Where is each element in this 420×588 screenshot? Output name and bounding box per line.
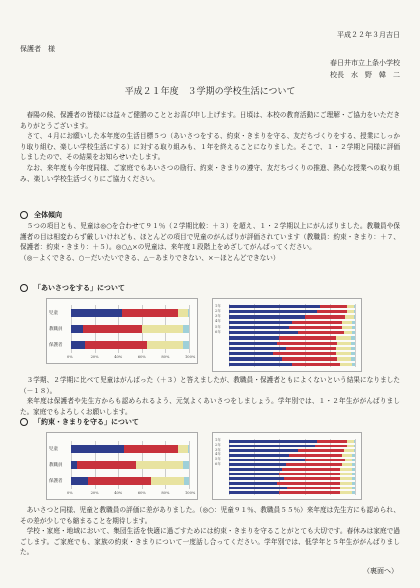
bar-segment [77, 461, 136, 470]
bar-segment [282, 468, 340, 471]
category-label: 保護者 [49, 479, 63, 484]
bar-segment [292, 321, 342, 324]
section3-body: あいさつと同様、児童と教職員の評価に差がありました。（◎○：児童９１％、教職員５５％）来年度は先生方にも認められ、その差が少しでも縮まることを期待します。 [20, 506, 400, 525]
bar-segment [352, 468, 355, 471]
category-label: 教職員 [49, 327, 63, 332]
bar-segment [336, 352, 351, 355]
bar-segment [71, 341, 85, 350]
x-tick-label: 20% [90, 355, 99, 359]
bar-segment [71, 445, 124, 454]
bar-segment [183, 461, 189, 470]
intro-paragraph-2: さて、４月にお願いした本年度の生活目標５つ（あいさつをする、約束・きまりを守る、友だちづくりをする、授業にしっかり取り組む、楽しい学校生活にする）に対する取り組みも、１年を終えることになりました。そこで、１・２学期と同様に評価しましたので、その結果をお知らせいたします。 [20, 132, 400, 162]
section2-heading [20, 283, 125, 293]
bar-segment [142, 325, 183, 334]
section1-heading [20, 210, 62, 220]
bar-segment [229, 459, 305, 462]
x-tick-label: 40% [114, 355, 123, 359]
circle-bullet-icon [20, 211, 28, 219]
bar-row [229, 310, 355, 313]
category-label: 4年 [215, 319, 221, 324]
bar-segment [188, 309, 189, 318]
section3-heading [20, 417, 139, 427]
category-label: 5年 [215, 324, 221, 329]
bar-segment [136, 461, 183, 470]
bar-row [229, 477, 355, 480]
bar-segment [229, 445, 315, 448]
gridline [189, 305, 190, 353]
circle-bullet-icon [20, 284, 28, 292]
category-label: 3年 [215, 314, 221, 319]
bar-segment [184, 477, 189, 486]
bar-segment [279, 473, 339, 476]
x-tick-label: 20% [90, 491, 99, 495]
bar-segment [352, 482, 355, 485]
bar-segment [183, 325, 189, 334]
bar-row [229, 347, 355, 350]
bar-segment [340, 363, 353, 366]
bar-segment [229, 473, 279, 476]
bar-segment [229, 336, 279, 339]
bar-segment [178, 309, 187, 318]
bar-segment [340, 477, 353, 480]
bar-segment [122, 309, 179, 318]
section2-body-2: 来年度は保護者や先生方からも認められるよう、元気よくあいさつをしましょう。学年別では、１・２年生ががんばりました。家庭でもよろしくお願いします。 [20, 397, 400, 416]
bar-segment [277, 482, 340, 485]
section1-block [20, 221, 400, 263]
bar-row [229, 305, 355, 308]
bar-segment [273, 352, 336, 355]
page-title: 平成２１年度 ３学期の学校生活について [124, 87, 296, 97]
bar-segment [229, 357, 282, 360]
bar-segment [340, 487, 353, 490]
bar-segment [340, 468, 353, 471]
bar-segment [279, 491, 339, 494]
bar-segment [342, 463, 352, 466]
date: 平成２２年３月吉日 [337, 31, 400, 39]
principal-name: 校長 水 野 韓 二 [330, 71, 400, 79]
bar-segment [337, 342, 351, 345]
bar-segment [354, 315, 355, 318]
bar-segment [147, 341, 184, 350]
bar-segment [124, 445, 178, 454]
bar-segment [286, 347, 336, 350]
bar-segment [354, 445, 355, 448]
x-tick-label: 60% [137, 491, 146, 495]
bar-segment [351, 357, 355, 360]
bar-segment [352, 321, 355, 324]
bar-segment [284, 477, 339, 480]
bar-segment [229, 310, 317, 313]
bar-segment [337, 357, 351, 360]
bar-segment [344, 449, 354, 452]
bar-segment [289, 454, 342, 457]
bar-row [229, 468, 355, 471]
intro-paragraph-3: なお、来年度も今年度同様、ご家庭でもあいさつの励行、約束・きまりの遵守、友だちづくりの推進、熱心な授業への取り組み、楽しい学校生活づくりにご協力ください。 [20, 163, 400, 183]
circle-bullet-icon [20, 418, 28, 426]
bar-segment [352, 491, 355, 494]
yakusoku-overall-chart [46, 432, 198, 500]
bar-row [71, 309, 189, 318]
bar-row [229, 357, 355, 360]
bar-segment [351, 336, 355, 339]
bar-segment [83, 325, 142, 334]
bar-segment [352, 326, 355, 329]
category-label: 教職員 [49, 463, 63, 468]
bar-segment [229, 463, 286, 466]
bar-segment [229, 347, 286, 350]
bar-segment [298, 449, 343, 452]
bar-segment [229, 321, 292, 324]
bar-segment [287, 487, 340, 490]
bar-row [229, 331, 355, 334]
bar-segment [292, 363, 340, 366]
school-name: 春日井市立上条小学校 [330, 59, 400, 67]
bar-segment [317, 310, 347, 313]
category-label: 5年 [215, 457, 221, 461]
bar-segment [354, 305, 355, 308]
bar-segment [342, 454, 352, 457]
bar-segment [178, 445, 187, 454]
bar-row [229, 440, 355, 443]
category-label: 4年 [215, 452, 221, 457]
x-tick-label: 0% [67, 491, 73, 495]
bar-segment [345, 315, 354, 318]
section2-block [20, 375, 400, 417]
bar-segment [340, 473, 353, 476]
aisatsu-overall-chart [46, 298, 198, 364]
bar-segment [71, 309, 122, 318]
bar-row [71, 461, 189, 470]
bar-row [229, 352, 355, 355]
bar-row [229, 449, 355, 452]
bar-segment [88, 477, 152, 486]
section3-body-2: 学校・家庭・地域において、集団生活を快適に過ごすためには約束・きまりを守ることがとても大切です。春休みは家庭で過ごします。ご家庭でも、家族の約束・きまりについて一度話し合ってください。学年別では、低学年と５年生ががんばりました。 [20, 527, 400, 557]
bar-segment [279, 336, 336, 339]
bar-row [71, 445, 189, 454]
bar-segment [286, 463, 343, 466]
x-tick-label: 80% [161, 491, 170, 495]
bar-row [229, 482, 355, 485]
bar-segment [277, 342, 337, 345]
bar-segment [342, 321, 352, 324]
bar-segment [229, 352, 273, 355]
section1-heading-text: 全体傾向 [34, 210, 62, 219]
continued-note: （裏面へ） [363, 567, 398, 575]
section2-body: ３学期、２学期に比べて児童はがんばった（＋３）と答えましたが、教職員・保護者ともによくないという結果になりました（－１８）。 [20, 376, 400, 395]
x-tick-label: 80% [161, 355, 170, 359]
bar-segment [282, 357, 337, 360]
bar-segment [315, 445, 348, 448]
bar-row [229, 445, 355, 448]
bar-row [229, 473, 355, 476]
category-label: 児童 [49, 311, 58, 316]
bar-segment [188, 445, 189, 454]
bar-row [229, 459, 355, 462]
bar-segment [298, 331, 343, 334]
bar-segment [183, 341, 189, 350]
category-label: 6年 [215, 329, 221, 334]
section2-heading-text: 「あいさつをする」について [34, 283, 125, 292]
category-label: 児童 [49, 447, 58, 452]
intro-block [20, 110, 400, 184]
bar-segment [229, 440, 317, 443]
bar-segment [85, 341, 146, 350]
bar-segment [229, 331, 298, 334]
x-tick-label: 40% [114, 491, 123, 495]
bar-row [229, 326, 355, 329]
bar-segment [352, 454, 355, 457]
bar-segment [352, 363, 355, 366]
bar-segment [229, 454, 289, 457]
x-tick-label: 0% [67, 355, 73, 359]
bar-row [229, 321, 355, 324]
category-label: 1年 [215, 303, 221, 308]
bar-row [229, 454, 355, 457]
category-label: 2年 [215, 308, 221, 313]
bar-segment [336, 336, 351, 339]
bar-segment [354, 310, 355, 313]
bar-segment [354, 440, 355, 443]
category-label: 6年 [215, 461, 221, 466]
bar-segment [336, 347, 351, 350]
category-label: 保護者 [49, 343, 63, 348]
bar-segment [340, 482, 353, 485]
intro-paragraph-1: 春陽の候、保護者の皆様には益々ご健勝のこととお喜び申し上げます。日頃は、本校の教育活動にご理解・ご協力をいただきありがとうございます。 [20, 111, 400, 130]
bar-segment [340, 491, 353, 494]
bar-segment [351, 342, 355, 345]
bar-segment [229, 449, 298, 452]
bar-row [71, 341, 189, 350]
bar-segment [352, 463, 355, 466]
bar-segment [229, 305, 320, 308]
bar-row [229, 336, 355, 339]
bar-row [71, 325, 189, 334]
gridline [355, 439, 356, 495]
bar-row [229, 342, 355, 345]
x-tick-label: 100% [185, 491, 196, 495]
category-label: 2年 [215, 443, 221, 447]
bar-segment [352, 487, 355, 490]
bar-segment [317, 440, 347, 443]
bar-segment [151, 477, 184, 486]
bar-segment [229, 477, 284, 480]
bar-segment [229, 468, 282, 471]
bar-segment [305, 459, 345, 462]
x-tick-label: 60% [137, 355, 146, 359]
bar-row [229, 463, 355, 466]
bar-segment [351, 352, 355, 355]
bar-segment [229, 326, 289, 329]
bar-segment [229, 363, 292, 366]
bar-segment [229, 315, 305, 318]
gridline [189, 441, 190, 489]
bar-segment [352, 477, 355, 480]
bar-segment [320, 305, 348, 308]
section3-heading-text: 「約束・きまりを守る」について [34, 417, 139, 426]
bar-segment [344, 331, 353, 334]
x-tick-label: 100% [185, 355, 196, 359]
bar-segment [352, 331, 355, 334]
bar-segment [352, 473, 355, 476]
bar-row [229, 491, 355, 494]
section3-block [20, 505, 400, 558]
bar-segment [229, 342, 277, 345]
category-label: 1年 [215, 438, 221, 443]
bar-segment [342, 326, 352, 329]
bar-segment [345, 459, 353, 462]
section1-body: ５つの項目とも、児童は◎○を合わせて９１％（２学期比較：＋３）を超え、１・２学期以上にがんばりました。教職員や保護者の目は相変わらず厳しいけれども、ほとんどの項目で児童のがんばりが評価されています（教職員：約束・きまり：＋７、保護者：約束・きまり：＋５）。◎○△×の児童は、来年度１段階上をめざしてがんばってください。 [20, 222, 400, 252]
bar-segment [71, 477, 88, 486]
bar-row [229, 315, 355, 318]
bar-segment [289, 326, 342, 329]
bar-segment [229, 491, 279, 494]
section1-legend: （◎－よくできる、○－だいたいできる、△－あまりできない、×－ほとんどできない） [20, 253, 280, 262]
yakusoku-grade-chart [212, 432, 362, 500]
bar-row [229, 487, 355, 490]
bar-segment [305, 315, 345, 318]
bar-segment [351, 347, 355, 350]
gridline [355, 304, 356, 367]
bar-segment [229, 487, 287, 490]
category-label: 3年 [215, 447, 221, 452]
aisatsu-grade-chart [212, 298, 362, 372]
recipient: 保護者 様 [20, 45, 55, 53]
bar-segment [229, 482, 277, 485]
bar-segment [71, 325, 83, 334]
bar-segment [354, 449, 355, 452]
bar-row [229, 363, 355, 366]
bar-segment [352, 459, 355, 462]
bar-row [71, 477, 189, 486]
